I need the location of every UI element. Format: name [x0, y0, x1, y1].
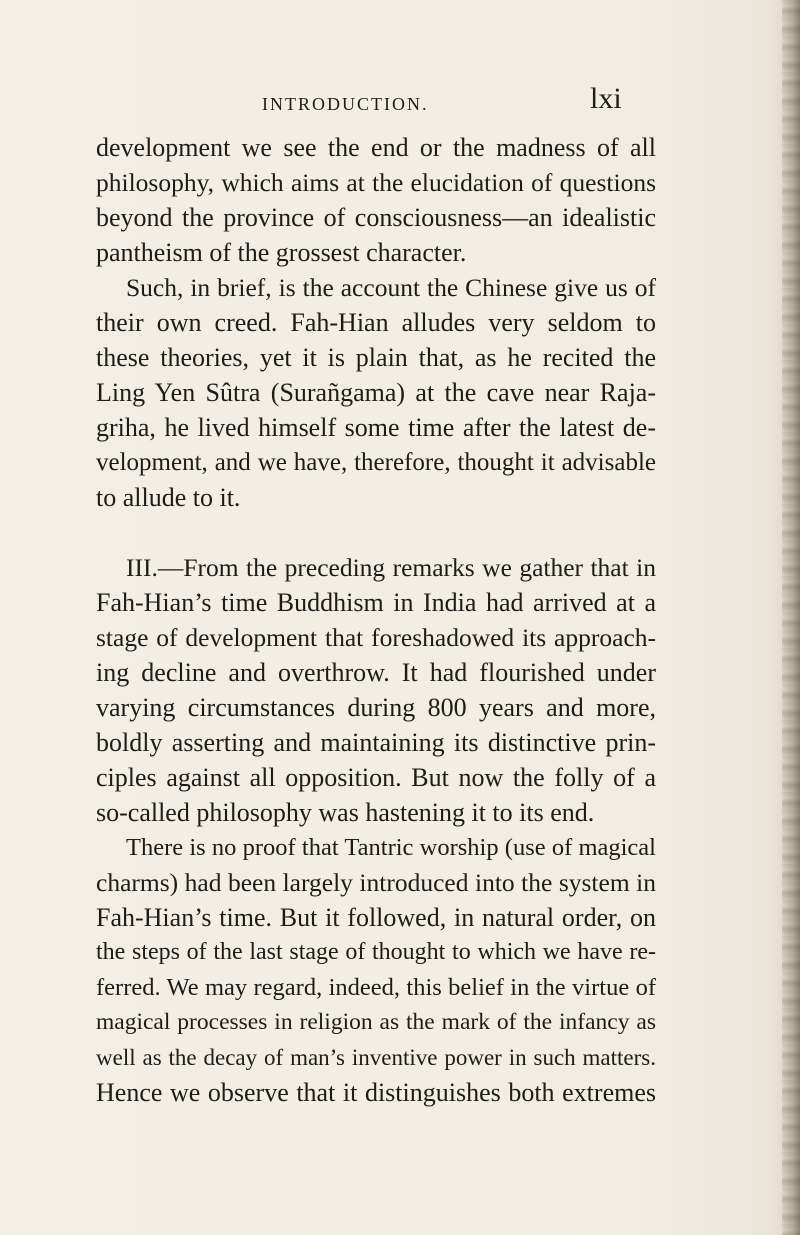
text-line: ferred. We may regard, indeed, this belief in the virtue of [96, 974, 656, 1001]
text-line: to allude to it. [96, 483, 241, 512]
text-line: Ling Yen Sûtra (Surañgama) at the cave near Raja- [96, 378, 656, 407]
text-line: pantheism of the grossest character. [96, 238, 467, 267]
text-line: velopment, and we have, therefore, thought it advisable [96, 449, 656, 476]
text-line: There is no proof that Tantric worship (use of magical [126, 834, 656, 861]
text-line: ciples against all opposition. But now the folly of a [96, 763, 656, 792]
page-number: lxi [590, 82, 622, 115]
text-line: well as the decay of man’s inventive power in such matters. [96, 1045, 656, 1070]
text-line: philosophy, which aims at the elucidation of questions [96, 168, 656, 197]
text-line: Such, in brief, is the account the Chinese give us of [126, 273, 656, 302]
text-line: ing decline and overthrow. It had flourished under [96, 658, 656, 687]
running-head: INTRODUCTION. [262, 94, 429, 114]
text-line: III.—From the preceding remarks we gather that in [126, 553, 656, 582]
text-line: boldly asserting and maintaining its distinctive prin- [96, 728, 656, 757]
page-binding-edge [782, 0, 800, 1235]
body-text [96, 130, 656, 1110]
text-line: Fah-Hian’s time. But it followed, in natural order, on [96, 903, 656, 932]
text-line: the steps of the last stage of thought to which we have re- [96, 939, 656, 965]
text-line: varying circumstances during 800 years and more, [96, 693, 656, 722]
paragraph-gap [96, 515, 656, 550]
page-header [0, 82, 800, 122]
text-line: stage of development that foreshadowed its approach- [96, 623, 656, 652]
text-line: Hence we observe that it distinguishes both extremes [96, 1078, 656, 1107]
text-line: beyond the province of consciousness—an idealistic [96, 203, 656, 232]
text-line: charms) had been largely introduced into the system in [96, 868, 656, 897]
text-line: Fah-Hian’s time Buddhism in India had arrived at a [96, 588, 656, 617]
text-line: these theories, yet it is plain that, as he recited the [96, 343, 656, 372]
text-line: so-called philosophy was hastening it to its end. [96, 798, 595, 827]
text-line: their own creed. Fah-Hian alludes very seldom to [96, 308, 656, 337]
text-line: development we see the end or the madness of all [96, 133, 656, 162]
text-line: griha, he lived himself some time after the latest de- [96, 413, 656, 442]
text-line: magical processes in religion as the mark of the infancy as [96, 1009, 656, 1035]
